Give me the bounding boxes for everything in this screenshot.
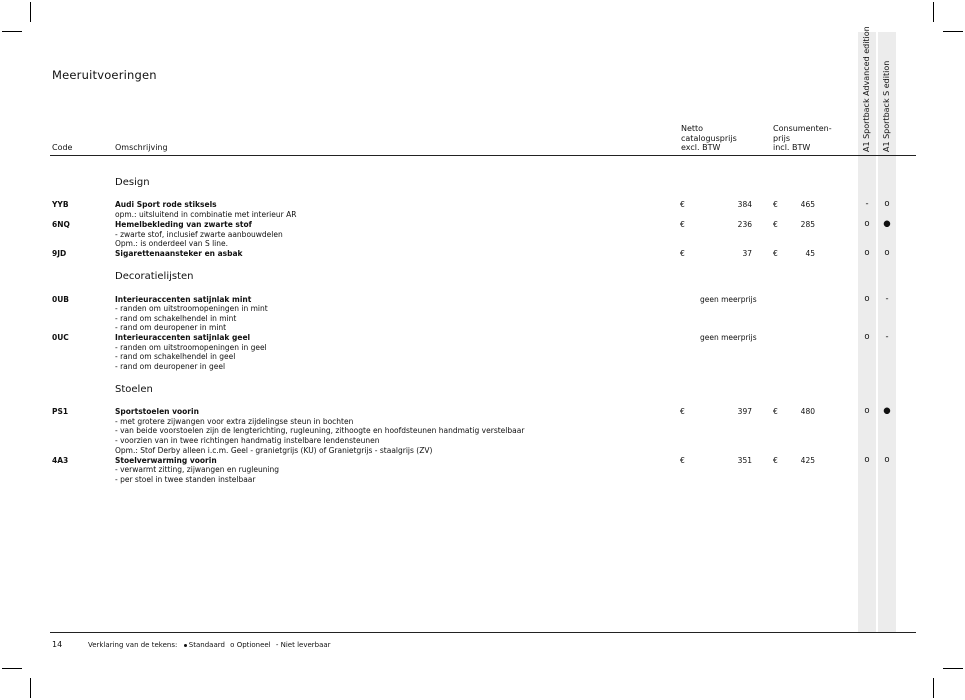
legend-unavailable-mark: - <box>275 641 279 649</box>
row-detail: - rand om schakelhendel in geel <box>115 352 236 361</box>
euro-sign: € <box>680 249 685 258</box>
availability-mark: o <box>864 332 870 342</box>
legend-standaard: Standaard <box>188 641 225 649</box>
crop-mark <box>2 668 22 669</box>
row-detail: - per stoel in twee standen instelbaar <box>115 475 256 484</box>
row-detail: Opm.: is onderdeel van S line. <box>115 239 229 248</box>
consumer-price: 285 <box>800 220 815 229</box>
page-number: 14 <box>52 640 63 649</box>
row-detail: - rand om schakelhendel in mint <box>115 314 237 323</box>
row-name: Interieuraccenten satijnlak geel <box>115 333 251 342</box>
legend-optional-mark: o <box>230 641 235 649</box>
availability-mark: ● <box>883 406 891 416</box>
availability-mark: - <box>885 294 889 304</box>
netto-price: 384 <box>737 200 752 209</box>
header-omschrijving: Omschrijving <box>115 143 168 152</box>
consumer-price: 465 <box>800 200 815 209</box>
crop-mark <box>933 678 934 698</box>
availability-mark: o <box>864 294 870 304</box>
availability-mark: o <box>884 199 890 209</box>
legend-optioneel: Optioneel <box>236 641 271 649</box>
availability-mark: - <box>865 199 869 209</box>
row-code: PS1 <box>52 407 69 416</box>
crop-mark <box>943 31 963 32</box>
availability-mark: o <box>864 406 870 416</box>
row-name: Hemelbekleding van zwarte stof <box>115 220 252 229</box>
page-title: Meeruitvoeringen <box>52 68 157 82</box>
legend-prefix: Verklaring van de tekens: <box>88 641 178 649</box>
header-model-s: A1 Sportback S edition <box>882 60 891 152</box>
availability-mark: o <box>864 455 870 465</box>
row-detail: - rand om deuropener in mint <box>115 323 227 332</box>
row-name: Sigarettenaansteker en asbak <box>115 249 243 258</box>
euro-sign: € <box>773 407 778 416</box>
consumer-price: 425 <box>800 456 815 465</box>
section-design: Design <box>115 177 150 188</box>
price-note: geen meerprijs <box>700 333 757 342</box>
crop-mark <box>933 2 934 22</box>
crop-mark <box>30 678 31 698</box>
crop-mark <box>943 668 963 669</box>
row-detail: Opm.: Stof Derby alleen i.c.m. Geel - granietgrijs (KU) of Granietgrijs - staalgrijs (ZV) <box>115 446 433 455</box>
footer-divider <box>50 632 916 633</box>
netto-price: 397 <box>737 407 752 416</box>
consumer-price: 45 <box>805 249 815 258</box>
legend-niet: Niet leverbaar <box>280 641 331 649</box>
row-detail: - randen om uitstroomopeningen in geel <box>115 343 267 352</box>
row-name: Stoelverwarming voorin <box>115 456 217 465</box>
euro-sign: € <box>680 220 685 229</box>
availability-mark: o <box>864 248 870 258</box>
row-code: 9JD <box>52 249 67 258</box>
row-detail: opm.: uitsluitend in combinatie met interieur AR <box>115 210 297 219</box>
header-code: Code <box>52 143 73 152</box>
section-decor: Decoratielijsten <box>115 271 194 282</box>
euro-sign: € <box>680 200 685 209</box>
availability-mark: o <box>864 219 870 229</box>
row-detail: - van beide voorstoelen zijn de lengterichting, rugleuning, zithoogte en hoofdsteunen handmatig verstelbaar <box>115 426 525 435</box>
header-netto: Netto catalogusprijs excl. BTW <box>681 124 737 152</box>
row-name: Interieuraccenten satijnlak mint <box>115 295 252 304</box>
netto-price: 351 <box>737 456 752 465</box>
legend <box>88 641 331 649</box>
row-code: 0UB <box>52 295 70 304</box>
availability-mark: o <box>884 455 890 465</box>
euro-sign: € <box>773 200 778 209</box>
section-stoelen: Stoelen <box>115 384 153 395</box>
row-detail: - zwarte stof, inclusief zwarte aanbouwdelen <box>115 230 283 239</box>
euro-sign: € <box>680 407 685 416</box>
crop-mark <box>2 31 22 32</box>
availability-mark: - <box>885 332 889 342</box>
row-code: 0UC <box>52 333 69 342</box>
row-code: 6NQ <box>52 220 70 229</box>
netto-price: 37 <box>742 249 752 258</box>
availability-mark: ● <box>883 219 891 229</box>
header-model-advanced: A1 Sportback Advanced edition <box>862 26 871 152</box>
netto-price: 236 <box>737 220 752 229</box>
row-detail: - voorzien van in twee richtingen handmatig instelbare lendensteunen <box>115 436 380 445</box>
row-detail: - met grotere zijwangen voor extra zijdelingse steun in bochten <box>115 417 354 426</box>
euro-sign: € <box>773 220 778 229</box>
header-divider <box>50 155 916 156</box>
price-note: geen meerprijs <box>700 295 757 304</box>
availability-mark: o <box>884 248 890 258</box>
consumer-price: 480 <box>800 407 815 416</box>
euro-sign: € <box>773 249 778 258</box>
euro-sign: € <box>680 456 685 465</box>
header-consument: Consumenten- prijs incl. BTW <box>773 124 832 152</box>
row-name: Audi Sport rode stiksels <box>115 200 217 209</box>
row-code: 4A3 <box>52 456 69 465</box>
standard-dot-icon <box>184 644 187 647</box>
row-detail: - verwarmt zitting, zijwangen en rugleuning <box>115 465 280 474</box>
row-name: Sportstoelen voorin <box>115 407 199 416</box>
crop-mark <box>30 2 31 22</box>
row-detail: - randen om uitstroomopeningen in mint <box>115 304 268 313</box>
row-detail: - rand om deuropener in geel <box>115 362 226 371</box>
row-code: YYB <box>52 200 69 209</box>
euro-sign: € <box>773 456 778 465</box>
